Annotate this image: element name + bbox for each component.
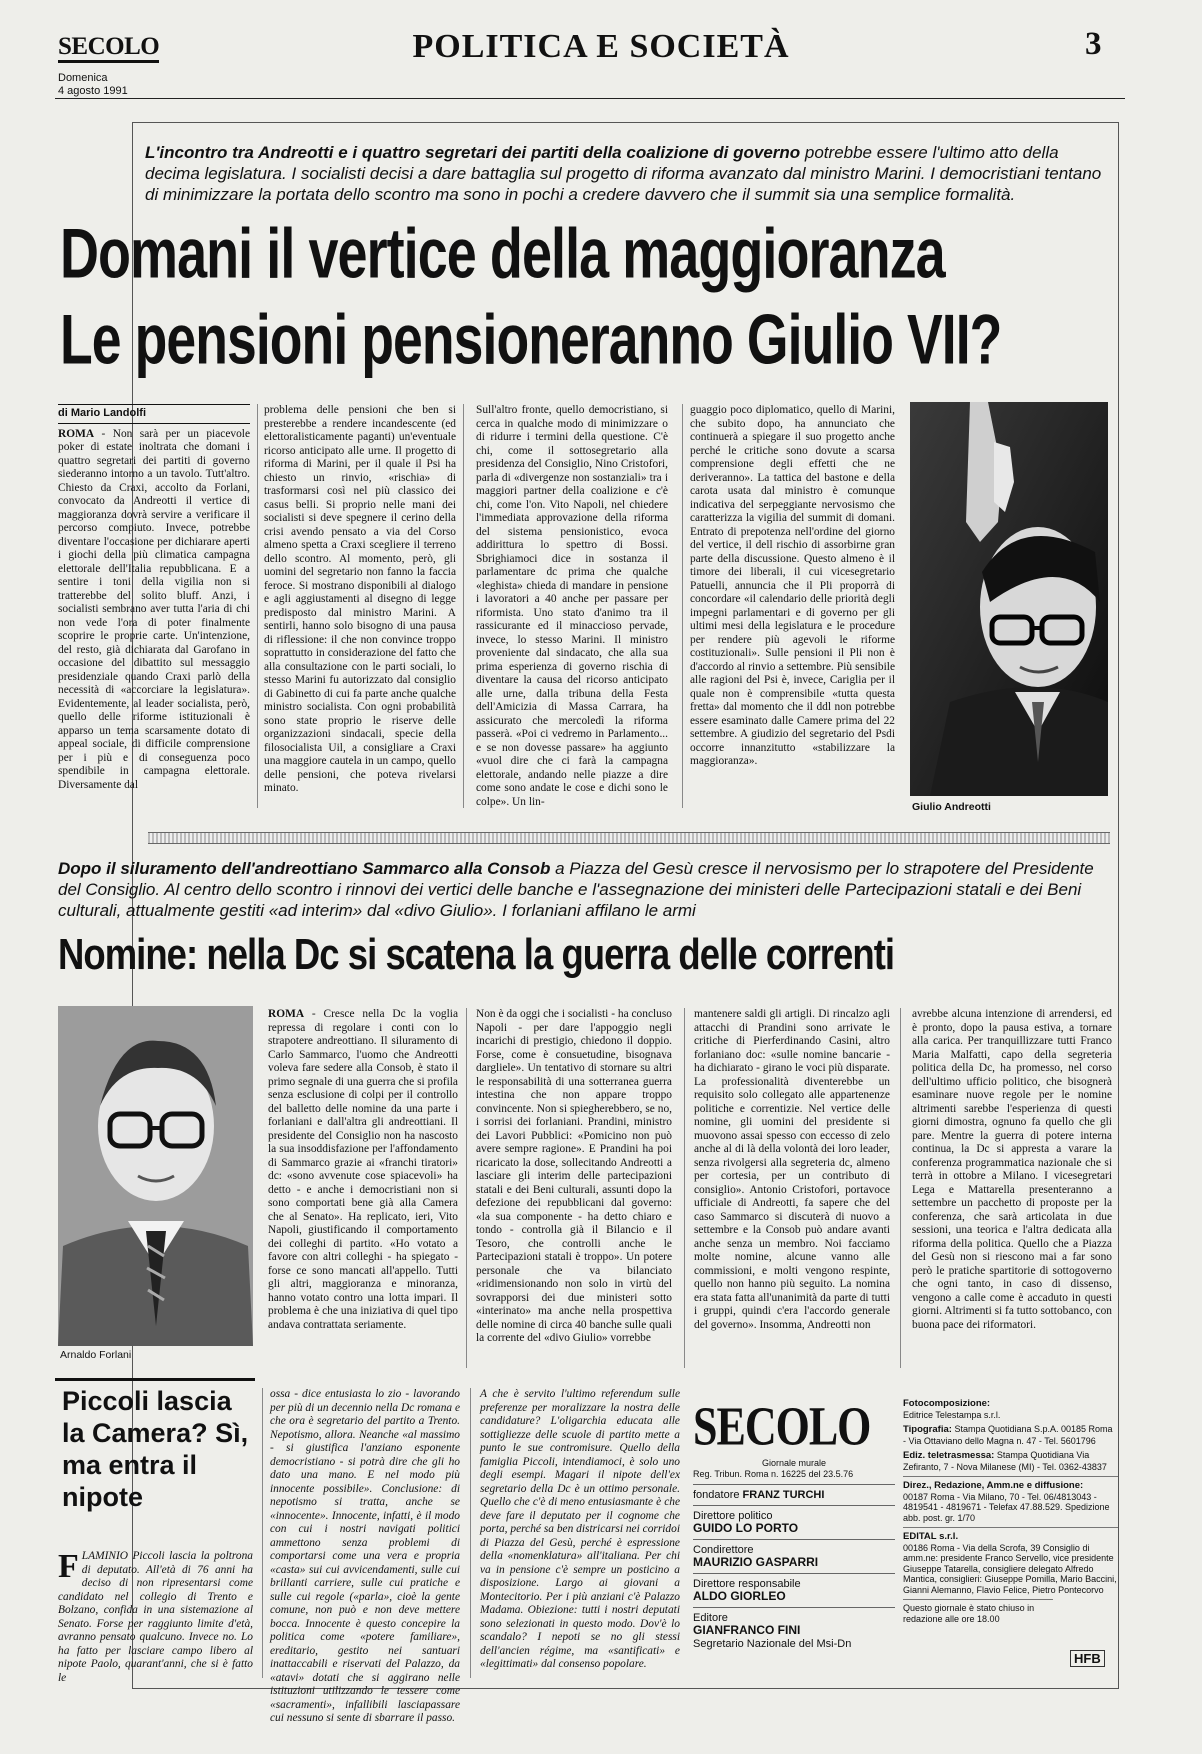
andreotti-photo	[910, 402, 1108, 796]
credit-entry: Fotocomposizione: Editrice Telestampa s.r.l.	[903, 1398, 1001, 1420]
credit-entry: Direz., Redazione, Amm.ne e diffusione: 00187 Roma - Via Milano, 70 - Tel. 06/4813043 - 4819541 - 4819671 - Telefax 47.88.529. Spedizione abb. post. gr. 1/70	[903, 1476, 1118, 1523]
bottom-col-1-text: LAMINIO Piccoli lascia la poltrona di deputato. All'età di 76 anni ha deciso di non ripresentarsi come candidato nel collegio di Trento e Bolzano, confida in una sistemazione al Senato. Forse per raggiunto limite d'età, avranno pensato qualcuno. Invece no. Lo ha fatto per lasciare campo libero al nipote Paolo, quarant'anni, che si è fatto le	[58, 1550, 253, 1684]
printer-logo: HFB	[1070, 1650, 1105, 1667]
header-day: Domenica	[58, 72, 108, 84]
andreotti-caption: Giulio Andreotti	[912, 801, 991, 813]
middle-column-2	[476, 1008, 672, 1370]
middle-col-4-text: avrebbe alcuna intenzione di arrendersi, ed è pronto, dopo la pausa estiva, a tornare alla carica. Per tranquillizzare tutti Franco Maria Malfatti, capo della segreteria politica della Dc, ha promesso, nel corso dell'ultimo ufficio politico, che bisognerà esaminare nuove regole per le nomine altrimenti sarebbe l'esperienza di questi giorni dimostra, ognuno fa quello che gli pare. Mentre la guerra di potere interna continua, la Dc si appresta a varare la conferenza programmatica nazionale che si terrà in ottobre a Milano. I vicesegretari Lega e Mattarella presenteranno a settembre un pacchetto di proposte per la conferenza, che sarà articolata in due sessioni, una teorica e l'altra dedicata alla riforma della politica. Quello che a Piazza del Gesù non si riescono mai a far sono però le pratiche spartitorie di sottogoverno che ogni tanto, in caso di dissenso, vengono a calle come è accaduto in questi giorni. Altrimenti si fa tutto sottobanco, con buona pace dei riformatori.	[912, 1008, 1112, 1331]
middle-story-kicker	[58, 858, 1113, 921]
byline: di Mario Landolfi	[58, 404, 250, 424]
forlani-caption: Arnaldo Forlani	[60, 1349, 132, 1361]
middle-col-1-text: - Cresce nella Dc la voglia repressa di regolare i conti con lo strapotere andreottiano. Il siluramento di Carlo Sammarco, l'uomo che Andreotti voleva fare sedere alla Consob, è stato il primo segnale di una guerra che si profila senza esclusione di colpi per il controllo del balletto delle nomine da una parte i forlaniani e dall'altra gli andreottiani. Il presidente del Consiglio non ha nascosto la sua insoddisfazione per l'affondamento di Sammarco grazie ai «franchi tiratori» dc: «sono avvenute cose spiacevoli» ha detto - e anche i democristiani non si sono comportati bene già alla Camera che al Senato». Ha replicato, ieri, Vito Napoli, giustificando il comportamento dei colleghi di partito. «Ho votato a favore con altri colleghi - ha spiegato - forse ce sono mancati all'appello. Tutti gli altri, maggioranza e minoranza, hanno votato contro una lotta impari. Il problema è che una iniziativa di quel tipo andava contrattata seriamente.	[268, 1008, 458, 1331]
founder-row	[693, 1489, 895, 1501]
bottom-col-3-text: A che è servito l'ultimo referendum sulle preferenze per moralizzare la nostra delle candidature? L'oligarchia educata alle sottigliezze delle scuole di partito mette a punto le sue contromisure. Quello della famiglia Piccoli, intendiamoci, è solo uno degli esempi. Magari il nipote dell'ex segretario della Dc è un ottimo personale. Quello che c'è di meno entusiasmante è che deve fare il deputato per il cognome che porta, perché sa ben districarsi nei corridoi di Piazza del Gesù, perché è espressione della «nomenklatura» all'italiana. Per chi va in pensione c'è sempre un posticino a disposizione. Largo ai giovani a Montecitorio. Per i più anziani c'è Palazzo Madama. Obiezione: tutti i nostri deputati sono selezionati in questo modo. Dov'è lo scandalo? I nepoti se no gli stessi dell'ancien régime, ma «santificati» e «legittimati» dal consenso popolare.	[480, 1388, 680, 1670]
middle-headline: Nomine: nella Dc si scatena la guerra delle correnti	[58, 931, 895, 980]
credit-entry: Tipografia: Stampa Quotidiana S.p.A. 00185 Roma - Via Ottaviano dello Magna n. 47 - Tel. 5601796	[903, 1424, 1113, 1446]
top-story-kicker	[145, 142, 1105, 205]
column-rule	[682, 404, 683, 808]
page-number: 3	[1085, 26, 1102, 62]
role-label: Direttore responsabile	[693, 1578, 801, 1590]
bottom-col-2-text: ossa - dice entusiasta lo zio - lavorando per più di un decennio nella Dc romana e che ora è segretario del partito a Trento. Nepotismo, allora. Neanche «al massimo - si giustifica l'anziano esponente democristiano - si potrà dire che gli ho dato una mano. E nel modo più innocente possibile». Conclusione: di nepotismo si tratta, anche se «innocente». Innocente, infatti, è il modo con cui i nostri navigati politici ammettono senza problemi di comportarsi come una vera e propria «casta» sui cui avvicendamenti, sulle cui brillanti carriere, sulle cui pratiche e sulle cui regole («parla», cioè la gente comune, non può e non deve mettere bocca. Innocente è questo concepire la politica come «potere familiare», ereditario, gestito nei santuari inattaccabili e riservati del Palazzo, da «atavi» dotati che si aggirano nelle istituzioni utilizzando le tessere come «sacramenti», infallibili lasciapassare cui nessuno si sente di sbarrare il passo.	[270, 1388, 461, 1724]
top-column-4	[690, 404, 895, 809]
piccoli-headline: Piccoli lascia la Camera? Sì, ma entra il nipote	[62, 1386, 249, 1512]
bottom-column-3	[480, 1388, 680, 1680]
middle-column-1	[268, 1008, 458, 1370]
top-column-1	[58, 404, 250, 809]
top-col-1-text: - Non sarà per un piacevole poker di estate inoltrata che domani i quattro segretari dei partiti di governo siederanno intorno a un tavolo. Tutt'altro. Chiesto da Craxi, accolto da Forlani, convocato da Andreotti il vertice di maggioranza dovrà servire a verificare il percorso compiuto. Invece, potrebbe diventare l'occasione per dichiarare aperti i giochi della più climatica campagna elettorale dell'Italia repubblicana. E a sentire i toni della vigilia non si tratterebbe del solito bluff. Anzi, i socialisti sembrano aver tutta l'aria di chi non vede l'ora di poter finalmente scoprire le proprie carte. Un'intenzione, del resto, già dichiarata dal Garofano in occasione del dibattito sul messaggio presidenziale quando Craxi parlò della necessità di «accorciare la legislatura». Evidentemente, al leader socialista, però, quello delle riforme istituzionali è apparso un tema scarsamente dotato di appeal sociale, di difficile comprensione per i più e di conseguenza poco spendibile in campagna elettorale. Diversamente dal	[58, 427, 250, 791]
role-name: GUIDO LO PORTO	[693, 1521, 799, 1535]
role-label: Direttore politico	[693, 1510, 773, 1522]
role-label: Editore	[693, 1612, 728, 1624]
top-kicker-bold: L'incontro tra Andreotti e i quattro segretari dei partiti della coalizione di governo	[145, 143, 801, 162]
credit-entry: Ediz. teletrasmessa: Stampa Quotidiana Via Zefiranto, 7 - Nova Milanese (MI) - Tel. 0362-43837	[903, 1450, 1107, 1472]
bottom-column-2	[270, 1388, 461, 1724]
column-rule	[684, 1008, 685, 1368]
column-rule	[463, 404, 464, 808]
middle-dateline: ROMA	[268, 1008, 305, 1020]
middle-col-2-text: Non è da oggi che i socialisti - ha concluso Napoli - per dare l'appoggio negli incarichi di prestigio, chiedono il doppio. Forse, come è consuetudine, bisognava dargliele». Un tentativo di stornare su altri le responsabilità di una sotterranea guerra intestina che non appare troppo convincente. Non si spiegherebbero, se no, i sorrisi dei forlaniani. Prandini, ministro dei Lavori Pubblici: «Pomicino non può avere sempre ragione». E Prandini ha poi ricaricato la dose, sollecitando Andreotti a lasciare gli interim delle partecipazioni statali e dei Beni culturali, assunti dopo la defezione dei repubblicani dal governo: «la sua componente - ha detto chiaro e tondo - controlla già il Bilancio e il Tesoro, che controlli anche le Partecipazioni statali è troppo». Un potere personale che va bilanciato «ridimensionando non solo in virtù del sovrapporsi dei due ministeri sotto «interinato» ma anche nella prospettiva delle nomine di circa 40 banche sulle quali la corrente del «divo Giulio» vorrebbe	[476, 1008, 672, 1344]
header-date-text: 4 agosto 1991	[58, 85, 128, 97]
top-dateline: ROMA	[58, 427, 95, 440]
column-rule	[262, 1388, 263, 1678]
top-column-2	[264, 404, 456, 809]
top-col-4-text: guaggio poco diplomatico, quello di Marini, che subito dopo, ha annunciato che continuerà a spiegare il suo progetto anche perché le critiche sono dovute a scarsa comprensione degli effetti che ne deriveranno». La tattica del bastone e della carota usata dal ministro è comunque indicativa del serpeggiante nervosismo che caratterizza la vigilia del summit di domani. Entrato di prepotenza nell'ordine del giorno del vertice, il dell rischio di assorbirne gran parte della discussione. Questo almeno è il timore dei liberali, il cui vicesegretario Patuelli, annuncia che il Pli proporrà di concordare «il calendario delle priorità degli impegni parlamentari e di governo per gli ultimi mesi della legislatura e le procedure per rendere più agevoli le riforme costituzionali». Sulle pensioni il Pli non è d'accordo al rinvio a settembre. Più sensibile alle ragioni del Psi è, invece, Cariglia per il quale non è comprensibile «tutta questa fretta» dal momento che il ddl non potrebbe essere esaminato dalle Camere prima del 22 settembre. A giudizio del segretario del Psdi occorre innanzitutto «stabilizzare la maggioranza».	[690, 404, 895, 767]
colophon-logo: SECOLO	[693, 1395, 871, 1457]
andreotti-photo-illustration	[910, 402, 1108, 796]
role-label: Condirettore	[693, 1544, 754, 1556]
middle-col-3-text: mantenere saldi gli artigli. Di rincalzo agli attacchi di Prandini sono arrivate le critiche di Pierferdinando Casini, altro forlaniano doc: «sulle nomine bancarie - ha dichiarato - girano le voci più disparate. La professionalità diventerebbe un requisito solo collegato alle appartenenze politiche e correntizie. Nel vertice delle nomine, gli uomini del presidente si muovono assai spesso con eccesso di zelo anche al di là della volontà dei loro leader, senza rivolgersi alla segreteria dc, almeno per cortesia, per un contributo di consiglio». Antonio Cristofori, portavoce ufficiale di Andreotti, fa sapere che del caso Sammarco si discuterà di nuovo a settembre e la Consob può andare avanti anche senza un membro. Noi facciamo molte nomine, alcune vanno alle commissioni, e molti vengono respinte, quello non hanno più seguito. La nomina era stata fatta all'unanimità da parte di tutti i gruppi, quindi c'era l'accordo generale del governo». Insomma, Andreotti non	[694, 1008, 890, 1331]
column-rule	[470, 1388, 471, 1678]
colophon-box	[693, 1395, 895, 1678]
bottom-column-1	[58, 1548, 253, 1684]
top-kicker-rest: potrebbe essere l'ultimo atto della decima legislatura. I socialisti decisi a dare battaglia sul progetto di riforma avanzato dal ministro Marini. I democristiani tentano di minimizzare la portata dello scontro ma sono in pochi a credere davvero che il summit sia una semplice formalità.	[145, 143, 1102, 204]
top-headline-2: Le pensioni pensioneranno Giulio VII?	[60, 300, 1002, 380]
forlani-photo	[58, 1006, 253, 1346]
section-title: POLITICA E SOCIETÀ	[412, 28, 790, 65]
top-col-3-text: Sull'altro fronte, quello democristiano, si cerca in qualche modo di minimizzare o di ridurre i termini della questione. C'è chi, come il sottosegretario alla presidenza del Consiglio, Nino Cristofori, parla di «divergenze non sostanziali» tra i maggiori partner della coalizione e c'è chi, come l'on. Vito Napoli, nel chiedere l'immediata approvazione della riforma del sistema pensionistico, evoca addirittura lo spettro di Bossi. Sbrighiamoci dice in sostanza il parlamentare dc prima che qualche «leghista» chieda di mandare in pensione i lavoratori a 40 anche per passare per riformista. Uno stato d'animo tra il rassicurante ed il minaccioso pervade, invece, lo stesso Marini. Il ministro proveniente dal sindacato, che alla sua prima esperienza di governo rischia di diventare la causa del ricorso anticipato alle urne, dalla tribuna della Festa dell'Amicizia di Massa Carrara, ha assicurato che mercoledì la riforma passerà. «Poi ci vedremo in Parlamento... e se non dovesse passare» ha aggiunto «vuol dire che ci farà la campagna elettorale, andando nelle piazze a dire come sono andate le cose e dichi sono le colpe». Un lin-	[476, 404, 668, 808]
header-rule	[55, 98, 1125, 99]
column-rule	[900, 1008, 901, 1368]
founder-name: FRANZ TURCHI	[742, 1489, 825, 1501]
middle-kicker-bold: Dopo il siluramento dell'andreottiano Sammarco alla Consob	[58, 859, 551, 878]
credit-entry: EDITAL s.r.l. 00186 Roma - Via della Scrofa, 39 Consiglio di amm.ne: presidente Franco Servello, vice presidente Giuseppe Tatarella, consigliere delegato Alfredo Mantica, consiglieri: Giuseppe Pomilla, Mario Baccini, Gianni Alemanno, Flavio Felice, Pietro Pontecorvo	[903, 1527, 1118, 1595]
masthead-logo: SECOLO	[58, 34, 159, 63]
role-name: ALDO GIORLEO	[693, 1589, 786, 1603]
role-name: MAURIZIO GASPARRI	[693, 1555, 819, 1569]
role-name: GIANFRANCO FINI	[693, 1623, 801, 1637]
credit-entry: Questo giornale è stato chiuso in redazione alle ore 18.00	[903, 1599, 1053, 1624]
column-rule	[466, 1008, 467, 1368]
colophon-subtitle: Giornale murale	[761, 1458, 827, 1468]
middle-column-3	[694, 1008, 890, 1370]
header-date	[58, 72, 128, 98]
founder-label: fondatore	[693, 1489, 740, 1501]
middle-column-4	[912, 1008, 1112, 1370]
section-divider	[148, 832, 1110, 844]
publisher-note: Segretario Nazionale del Msi-Dn	[693, 1638, 852, 1650]
credits-block	[903, 1398, 1118, 1678]
forlani-photo-illustration	[58, 1006, 253, 1346]
bottom-story-rule	[55, 1378, 255, 1381]
middle-kicker-rest: a Piazza del Gesù cresce il nervosismo per lo strapotere del Presidente del Consiglio. Al centro dello scontro i rinnovi dei vertici delle banche e l'assegnazione dei ministeri delle Partecipazioni statali e dei Beni culturali, attualmente gestiti «ad interim» dal «divo Giulio». I forlaniani affilano le armi	[58, 859, 1094, 920]
colophon-registration: Reg. Tribun. Roma n. 16225 del 23.5.76	[693, 1469, 854, 1479]
top-headline-1: Domani il vertice della maggioranza	[60, 214, 945, 294]
top-col-2-text: problema delle pensioni che ben si presterebbe a rendere incandescente (ed elettoralisticamente paganti) un'eventuale ricorso anticipato alle urne. Il progetto di riforma di Marini, per il quale il Psi ha chiesto un rinvio, «rischia» di trasformarsi così nel più classico dei casus belli. Si proprio nelle mani dei socialisti si deve spegnere il cerino della crisi avendo pensato a via del Corso almeno spetta a Craxi scegliere il terreno dello scontro. Al momento, però, gli uomini del segretario non fanno la faccia feroce. Si mostrano disponibili al dialogo e agli aggiustamenti al disegno di legge predisposto dal ministro Marini. A sentirli, hanno solo bisogno di una pausa di riflessione: il che non convince troppo soprattutto in considerazione del fatto che alla consultazione con le parti sociali, lo stesso Marini fu autorizzato dal consiglio di Gabinetto di cui fa parte anche qualche ministro socialista. Con ogni probabilità sono state proprio le riserve delle organizzazioni sindacali, specie della filosocialista Uil, a consigliare a Craxi una maggiore cautela in un campo, quello delle pensioni, che poteva rivelarsi minato.	[264, 404, 456, 794]
column-rule	[257, 404, 258, 808]
top-column-3	[476, 404, 668, 809]
dropcap: F	[58, 1548, 79, 1585]
